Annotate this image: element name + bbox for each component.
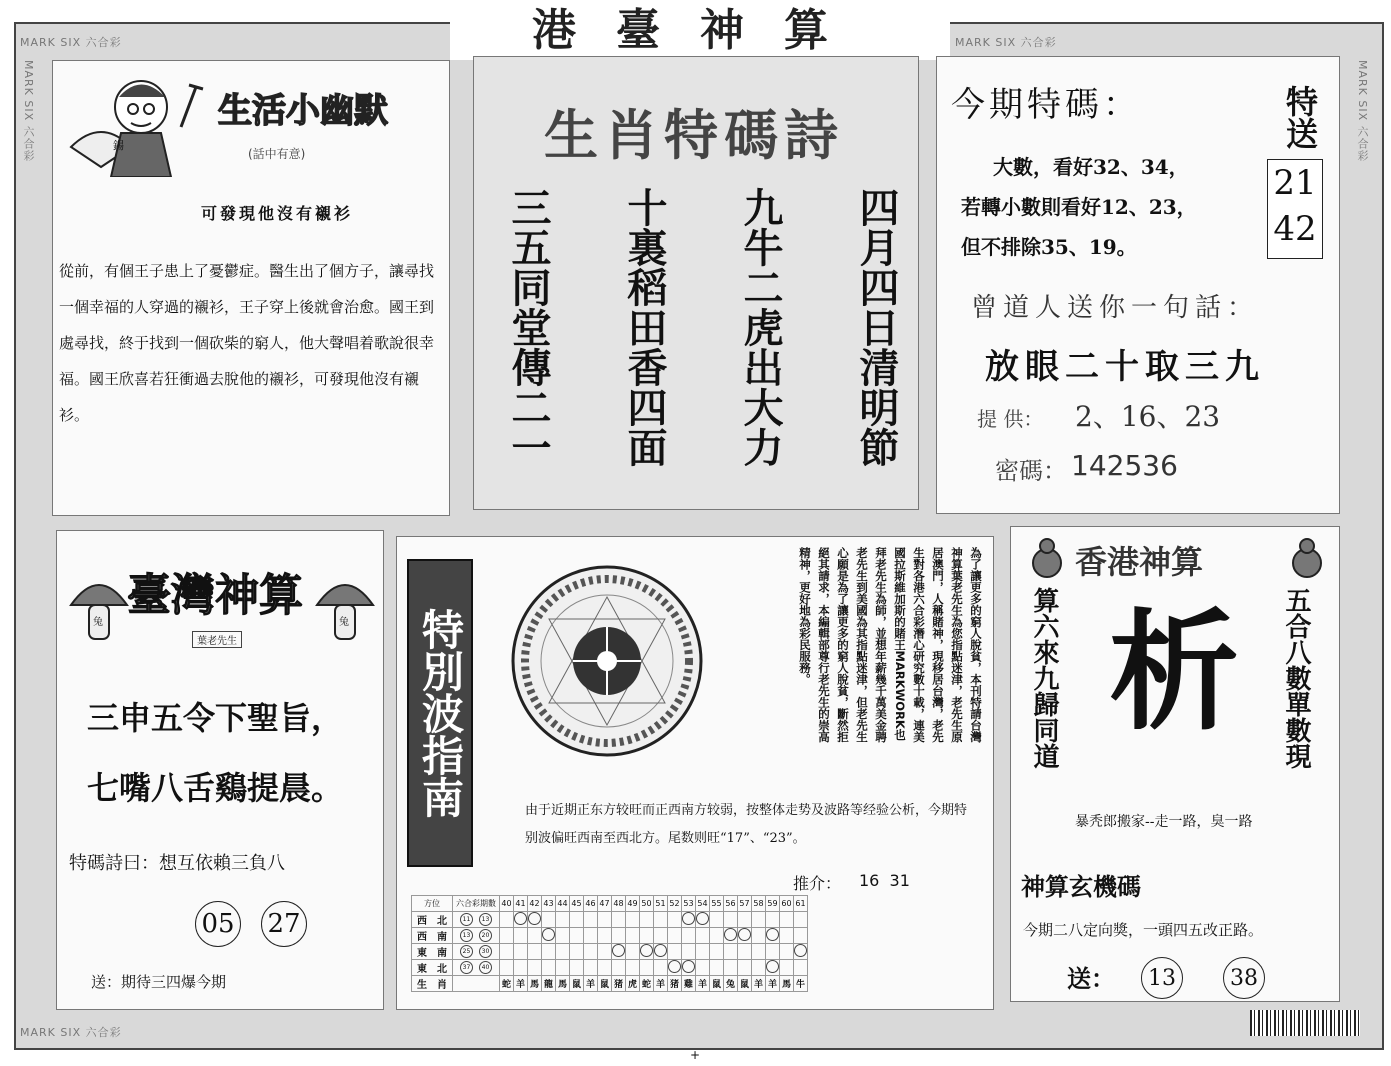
wave-panel	[396, 536, 994, 1010]
wave-cell	[724, 928, 738, 944]
taiwan-num-1: 05	[195, 901, 241, 947]
wave-header-cell: 60	[780, 896, 794, 912]
watermark-left: MARK SIX 六合彩	[22, 60, 35, 162]
code-label: 密碼：	[995, 457, 1067, 485]
wave-cell	[710, 928, 724, 944]
wave-cell	[640, 960, 654, 976]
wave-header-cell: 六合彩期數	[453, 896, 500, 912]
poem-column-3: 十裏稻田香四面	[621, 187, 668, 467]
saying-text: 放眼二十取三九	[985, 347, 1265, 387]
wave-cell	[542, 944, 556, 960]
wave-row	[412, 944, 808, 960]
wave-cell	[584, 944, 598, 960]
wave-cell	[612, 944, 626, 960]
wave-zodiac-cell: 蛇	[500, 976, 514, 992]
wave-cell	[780, 944, 794, 960]
humor-fan-label: 錫	[113, 139, 124, 152]
wave-cell	[766, 928, 780, 944]
wave-header-cell: 59	[766, 896, 780, 912]
wave-cell	[570, 928, 584, 944]
wave-cell	[654, 928, 668, 944]
wave-cell	[542, 960, 556, 976]
wave-cell	[598, 928, 612, 944]
wave-cell	[766, 912, 780, 928]
wave-cell	[640, 912, 654, 928]
hk-right-column: 五合八數單數現	[1281, 587, 1311, 769]
taiwan-poem-line: 特碼詩曰：想互依賴三負八	[69, 853, 285, 874]
wave-cell	[612, 928, 626, 944]
wave-row	[412, 912, 808, 928]
wave-cell	[528, 960, 542, 976]
wave-lead-dot: 20	[479, 929, 492, 942]
special-heading: 今期特碼：	[951, 85, 1141, 125]
wave-cell	[584, 960, 598, 976]
cartoon-man-icon	[61, 67, 231, 177]
wave-cell	[570, 944, 584, 960]
special-line-3: 但不排除35、19。	[961, 235, 1137, 259]
wave-cell	[626, 928, 640, 944]
saying-label: 曾道人送你一句話：	[971, 293, 1260, 323]
wave-cell	[598, 912, 612, 928]
taiwan-send: 送：期待三四爆今期	[91, 973, 227, 991]
wave-heading: 特別波指南	[407, 559, 473, 867]
badge-right: 兔	[339, 617, 349, 628]
wave-zodiac-cell: 猪	[612, 976, 626, 992]
wave-cell	[766, 944, 780, 960]
wave-cell	[542, 928, 556, 944]
wave-lead-dot: 40	[479, 961, 492, 974]
hk-panel	[1010, 526, 1340, 1002]
wave-mark-dot	[514, 912, 527, 925]
special-line-2: 若轉小數則看好12、23，	[961, 195, 1197, 219]
hk-num-2: 38	[1223, 957, 1265, 999]
wave-cell	[598, 944, 612, 960]
wave-header-cell: 43	[542, 896, 556, 912]
gourd-right-icon	[1285, 535, 1329, 579]
wave-mark-dot	[724, 928, 737, 941]
wave-header-cell: 57	[738, 896, 752, 912]
wave-cell	[640, 944, 654, 960]
wave-cell	[598, 960, 612, 976]
wave-cell	[724, 944, 738, 960]
wave-row-lead	[453, 912, 500, 928]
wave-grid	[411, 895, 808, 992]
humor-caption: 可發現他沒有襯衫	[201, 204, 354, 223]
wave-cell	[570, 960, 584, 976]
mystic-text: 今期二八定向獎，一頭四五改正路。	[1023, 921, 1264, 939]
wave-cell	[738, 944, 752, 960]
wave-cell	[766, 960, 780, 976]
hk-note: 暴秃郎搬家--走一路，臭一路	[1075, 814, 1253, 830]
wave-row	[412, 960, 808, 976]
wave-header-cell: 55	[710, 896, 724, 912]
wave-header-cell: 56	[724, 896, 738, 912]
hk-num-1: 13	[1141, 957, 1183, 999]
wave-header-cell: 50	[640, 896, 654, 912]
wave-cell	[724, 912, 738, 928]
wave-zodiac-cell: 羊	[654, 976, 668, 992]
wave-zodiac-cell: 馬	[780, 976, 794, 992]
wave-cell	[794, 912, 808, 928]
wave-cell	[794, 928, 808, 944]
compass-icon	[509, 563, 705, 759]
wave-zodiac-cell: 鼠	[598, 976, 612, 992]
wave-cell	[640, 928, 654, 944]
wave-header-cell: 49	[626, 896, 640, 912]
wave-row	[412, 928, 808, 944]
wave-row-label: 東 北	[412, 960, 453, 976]
wave-cell	[696, 944, 710, 960]
wave-cell	[626, 960, 640, 976]
wave-cell	[556, 928, 570, 944]
wave-zodiac-cell: 兔	[724, 976, 738, 992]
wave-zodiac-cell: 虎	[626, 976, 640, 992]
wave-row-lead	[453, 960, 500, 976]
poem-heading: 生肖特碼詩	[544, 103, 844, 167]
tesong-num-2: 42	[1273, 209, 1317, 249]
wave-cell	[668, 944, 682, 960]
wave-zodiac-cell: 鼠	[570, 976, 584, 992]
wave-mark-dot	[542, 928, 555, 941]
poem-column-1: 四月四日清明節	[853, 187, 900, 467]
hk-send-label: 送：	[1067, 964, 1115, 993]
wave-mark-dot	[682, 912, 695, 925]
wave-zodiac-cell: 羊	[766, 976, 780, 992]
wave-cell	[738, 912, 752, 928]
wave-cell	[528, 944, 542, 960]
wave-cell	[584, 928, 598, 944]
wave-cell	[710, 912, 724, 928]
special-line-1: 大數，看好32、34，	[993, 155, 1189, 179]
wave-cell	[500, 912, 514, 928]
wave-cell	[584, 912, 598, 928]
wave-cell	[752, 960, 766, 976]
wave-cell	[500, 960, 514, 976]
wave-cell	[570, 912, 584, 928]
wave-row-label: 西 北	[412, 912, 453, 928]
wave-mark-dot	[654, 944, 667, 957]
wave-cell	[794, 960, 808, 976]
wave-cell	[738, 928, 752, 944]
wave-lead-dot: 37	[460, 961, 473, 974]
wave-header-cell: 53	[682, 896, 696, 912]
taiwan-heading: 臺灣神算	[127, 570, 303, 621]
wave-lead-dot: 11	[460, 913, 473, 926]
wave-cell	[696, 928, 710, 944]
wave-cell	[542, 912, 556, 928]
wave-cell	[668, 928, 682, 944]
wave-cell	[752, 944, 766, 960]
taiwan-line-2: 七嘴八舌鷄提晨。	[87, 769, 344, 807]
wave-cell	[654, 960, 668, 976]
wave-zodiac-cell: 羊	[514, 976, 528, 992]
mushroom-right-icon	[313, 565, 377, 645]
watermark-top-right: MARK SIX 六合彩	[955, 36, 1057, 49]
wave-lead-dot: 13	[460, 929, 473, 942]
provide-value: 2、16、23	[1075, 400, 1221, 433]
wave-mark-dot	[612, 944, 625, 957]
wave-header-cell: 42	[528, 896, 542, 912]
wave-zodiac-cell: 龍	[542, 976, 556, 992]
tesong-num-1: 21	[1273, 163, 1317, 203]
watermark-bottom: MARK SIX 六合彩	[20, 1026, 122, 1039]
wave-cell	[612, 960, 626, 976]
wave-cell	[794, 944, 808, 960]
wave-mark-dot	[640, 944, 653, 957]
wave-cell	[752, 912, 766, 928]
wave-row-label: 東 南	[412, 944, 453, 960]
wave-zodiac-cell: 猪	[668, 976, 682, 992]
wave-zodiac-cell: 馬	[556, 976, 570, 992]
provide-label: 提 供：	[977, 407, 1044, 431]
wave-header-cell: 48	[612, 896, 626, 912]
page-title: 港臺神算	[450, 0, 950, 60]
wave-cell	[780, 912, 794, 928]
wave-cell	[752, 928, 766, 944]
wave-table	[411, 895, 808, 992]
wave-header-cell: 46	[584, 896, 598, 912]
wave-row-lead	[453, 928, 500, 944]
wave-cell	[654, 944, 668, 960]
wave-mark-dot	[696, 912, 709, 925]
wave-lead-dot: 25	[460, 945, 473, 958]
wave-zodiac-cell: 牛	[794, 976, 808, 992]
wave-cell	[696, 960, 710, 976]
wave-row-lead	[453, 944, 500, 960]
hk-big-character: 析	[1109, 595, 1240, 748]
wave-zodiac-cell: 羊	[584, 976, 598, 992]
wave-header-cell: 61	[794, 896, 808, 912]
wave-cell	[500, 944, 514, 960]
wave-cell	[556, 912, 570, 928]
poem-column-4: 三五同堂傳二一	[505, 187, 552, 467]
wave-cell	[626, 912, 640, 928]
wave-header-cell: 58	[752, 896, 766, 912]
wave-header-cell: 41	[514, 896, 528, 912]
wave-mark-dot	[682, 960, 695, 973]
wave-header-cell: 47	[598, 896, 612, 912]
wave-cell	[668, 912, 682, 928]
taiwan-panel	[56, 530, 384, 1010]
wave-zodiac-cell: 馬	[528, 976, 542, 992]
wave-header-cell: 45	[570, 896, 584, 912]
wave-zodiac-blank	[453, 976, 500, 992]
wave-header-cell: 方位	[412, 896, 453, 912]
badge-left: 兔	[93, 617, 103, 628]
wave-mark-dot	[738, 928, 751, 941]
wave-cell	[668, 960, 682, 976]
wave-cell	[780, 960, 794, 976]
wave-cell	[556, 944, 570, 960]
wave-header-cell: 44	[556, 896, 570, 912]
taiwan-author: 葉老先生	[192, 631, 242, 648]
tesong-box	[1267, 159, 1323, 259]
wave-cell	[682, 944, 696, 960]
hk-heading: 香港神算	[1075, 543, 1204, 581]
humor-panel	[52, 60, 450, 516]
mystic-label: 神算玄機碼	[1021, 873, 1141, 901]
wave-header-cell: 40	[500, 896, 514, 912]
wave-cell	[682, 960, 696, 976]
wave-cell	[500, 928, 514, 944]
gourd-left-icon	[1025, 535, 1069, 579]
wave-zodiac-cell: 蛇	[640, 976, 654, 992]
wave-zodiac-cell: 羊	[696, 976, 710, 992]
hk-left-column: 算六來九歸同道	[1029, 587, 1059, 769]
wave-header-cell: 54	[696, 896, 710, 912]
wave-recommend-value: 16 31	[859, 871, 910, 890]
wave-cell	[514, 944, 528, 960]
wave-zodiac-label: 生 肖	[412, 976, 453, 992]
wave-cell	[738, 960, 752, 976]
humor-subheading: (話中有意)	[248, 147, 306, 161]
wave-lead-dot: 13	[479, 913, 492, 926]
wave-cell	[528, 912, 542, 928]
wave-cell	[626, 944, 640, 960]
wave-row-label: 西 南	[412, 928, 453, 944]
wave-cell	[514, 928, 528, 944]
wave-mark-dot	[766, 960, 779, 973]
humor-body: 從前，有個王子患上了憂鬱症。醫生出了個方子，讓尋找一個幸福的人穿過的襯衫，王子穿上後就會治愈。國王到處尋找，終于找到一個砍柴的窮人，他大聲唱着歌說很幸福。國王欣喜若狂衝過去脫他的襯衫，可發現他沒有襯衫。	[59, 262, 435, 424]
wave-cell	[710, 944, 724, 960]
wave-cell	[710, 960, 724, 976]
wave-cell	[528, 928, 542, 944]
wave-cell	[724, 960, 738, 976]
wave-mark-dot	[668, 960, 681, 973]
wave-cell	[696, 912, 710, 928]
wave-cell	[556, 960, 570, 976]
wave-cell	[612, 912, 626, 928]
wave-cell	[682, 912, 696, 928]
wave-zodiac-cell: 羊	[752, 976, 766, 992]
poem-column-2: 九牛二虎出大力	[737, 187, 784, 467]
wave-cell	[780, 928, 794, 944]
taiwan-line-1: 三申五令下聖旨，	[87, 699, 344, 737]
wave-recommend-label: 推介：	[793, 874, 842, 893]
wave-mark-dot	[766, 928, 779, 941]
wave-zodiac-cell: 鼠	[710, 976, 724, 992]
wave-zodiac-cell: 雞	[682, 976, 696, 992]
wave-zodiac-cell: 鼠	[738, 976, 752, 992]
wave-cell	[654, 912, 668, 928]
wave-mark-dot	[528, 912, 541, 925]
mushroom-left-icon	[67, 565, 131, 645]
watermark-right: MARK SIX 六合彩	[1356, 60, 1369, 162]
wave-header-cell: 52	[668, 896, 682, 912]
wave-cell	[514, 960, 528, 976]
wave-intro: 為了讓更多的窮人脫貧，本刊特請台灣神算葉老先生為您指點迷津，老先生原居澳門，人稱賭神，現移居台灣，老先生對各港六合彩潛心研究數十載，連美國拉斯維加斯的賭王MARKWORK也拜老先生為師，並想年薪幾千萬美金聘老先生到美國為其指點迷津，但老先生心願是為了讓更多的窮人脫貧，斷然拒絕其請求，本編輯部尊行老先生的崇高精神，更好地為彩民服務。	[798, 547, 983, 743]
bottom-mark: +	[690, 1048, 701, 1062]
taiwan-num-2: 27	[261, 901, 307, 947]
wave-lead-dot: 30	[479, 945, 492, 958]
barcode	[1250, 1010, 1360, 1036]
wave-header-cell: 51	[654, 896, 668, 912]
wave-cell	[682, 928, 696, 944]
wave-cell	[514, 912, 528, 928]
wave-mark-dot	[794, 944, 807, 957]
tesong-label: 特送	[1281, 85, 1319, 149]
wave-analysis: 由于近期正东方较旺而正西南方较弱，按整体走势及波路等经验公析，今期特别波偏旺西南至西北方。尾数则旺“17”、“23”。	[525, 803, 968, 846]
watermark-top-left: MARK SIX 六合彩	[20, 36, 122, 49]
special-panel	[936, 56, 1340, 514]
humor-heading: 生活小幽默	[218, 91, 388, 131]
code-value: 142536	[1071, 449, 1178, 482]
poem-panel	[473, 56, 919, 510]
